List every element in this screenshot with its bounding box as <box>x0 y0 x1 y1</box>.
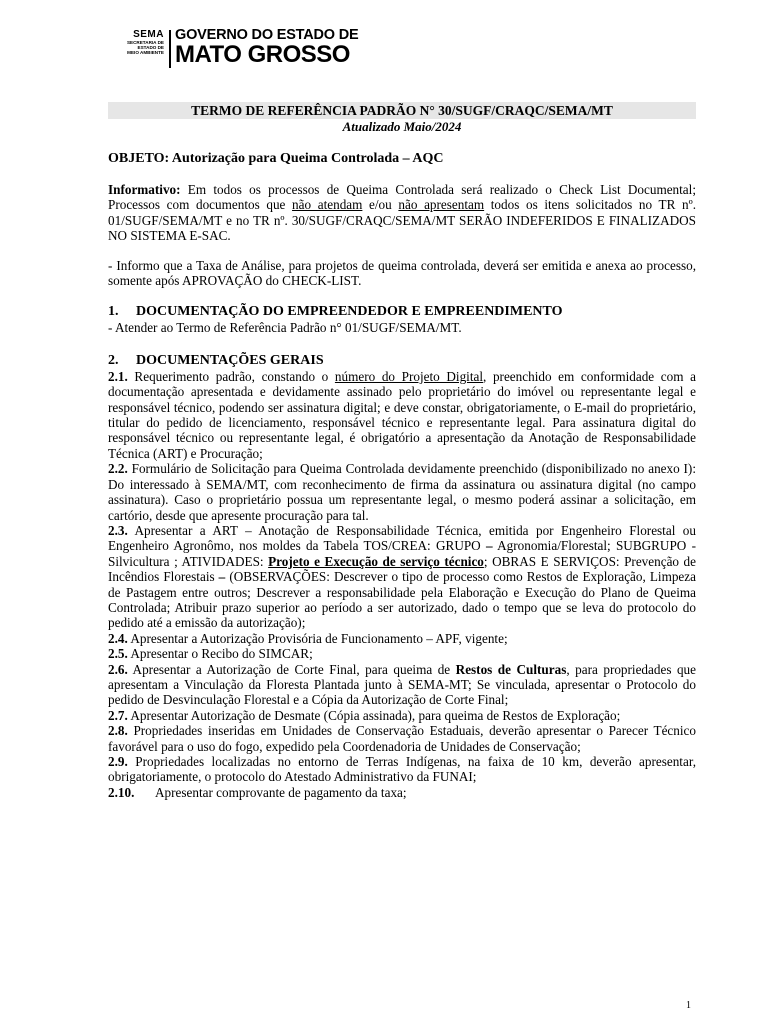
government-logo <box>175 28 358 67</box>
item-text: , para propriedades que apresentam a Vinculação da Floresta Plantada junto à SEMA-MT; Se vinculada, apresentar o Protocolo do pedido de Desvinculação Florestal e a Cópia da Autorização de Corte Final; <box>108 661 697 708</box>
item-text: Apresentar a Autorização Provisória de Funcionamento – APF, vigente; <box>127 630 508 646</box>
item-2-8 <box>108 723 696 754</box>
section-2-heading <box>108 353 696 369</box>
section-1-heading <box>108 304 696 320</box>
item-bold-underline: Projeto e Execução de serviço técnico <box>268 553 484 569</box>
item-bold: Restos de Culturas <box>455 661 567 677</box>
item-text: ; OBRAS E SERVIÇOS: Prevenção de Incêndios Florestais <box>108 553 697 585</box>
gov-line-1: GOVERNO DO ESTADO DE <box>175 27 359 43</box>
section-1-number: 1. <box>108 304 119 320</box>
item-number: 2.8. <box>108 723 128 739</box>
item-text: , preenchido em conformidade com a documentação apresentada e devidamente assinado pelo proprietário do imóvel ou representante legal e responsável técnico, podendo ser assinatura digital; e deve constar, obrigatoriamente, o E-mail do proprietário, titular do pedido de licenciamento, responsável técnico e representante legal. Para assinatura digital do responsável técnico ou representante legal, é obrigatório a apresentação da Anotação de Responsabilidade Técnica (ART) e Procuração; <box>108 368 696 461</box>
item-2-7 <box>108 708 696 723</box>
item-text: (OBSERVAÇÕES: Descrever o tipo de processo como Restos de Exploração, Limpeza de Pastagem entre outros; Descrever a responsabilidade pela Elaboração e Execução do Plano de Queima Controlada; Atribuir prazo superior ao período a ser autorizado, dado o tempo que se leva do protocolo do pedido até a emissão da autorização); <box>108 569 696 631</box>
page-number: 1 <box>686 1000 691 1011</box>
sema-title: SEMA <box>133 29 164 40</box>
informativo-label: Informativo: <box>108 182 181 197</box>
sema-subtitle-3: MEIO AMBIENTE <box>127 50 164 56</box>
item-text: Apresentar a ART – Anotação de Responsabilidade Técnica, emitida por Engenheiro Florestal ou Engenheiro Agronômo, nos moldes da Tabela TOS/CREA: GRUPO <box>108 522 696 554</box>
logo-divider <box>169 30 171 68</box>
item-text: Propriedades localizadas no entorno de Terras Indígenas, na faixa de 10 km, deverão apresentar, obrigatoriamente, o protocolo do Atestado Administrativo da FUNAI; <box>108 754 696 785</box>
item-2-5 <box>108 646 696 661</box>
item-number: 2.9. <box>108 754 128 769</box>
informativo-underline-1: não atendam <box>292 197 363 213</box>
section-1-text: - Atender ao Termo de Referência Padrão n° 01/SUGF/SEMA/MT. <box>108 320 462 336</box>
item-text: Apresentar o Recibo do SIMCAR; <box>127 646 313 662</box>
header <box>112 28 372 70</box>
item-bold-dash: – <box>218 569 226 585</box>
item-bold-dash: – <box>485 538 493 554</box>
item-number: 2.10. <box>108 784 135 800</box>
item-text: Apresentar comprovante de pagamento da taxa; <box>155 784 407 800</box>
informativo-text-1: Em todos os processos de Queima Controlada será realizado o Check List Documental; Processos com documentos que <box>108 182 696 213</box>
item-2-10 <box>108 785 696 800</box>
informativo-text-2: e/ou <box>362 197 399 213</box>
item-underline: número do Projeto Digital <box>334 368 484 384</box>
informativo-paragraph <box>108 182 696 244</box>
item-number: 2.5. <box>108 646 128 662</box>
section-1-title: DOCUMENTAÇÃO DO EMPREENDEDOR E EMPREENDIMENTO <box>136 304 563 320</box>
item-text: Apresentar Autorização de Desmate (Cópia assinada), para queima de Restos de Exploração; <box>127 707 621 723</box>
informativo-underline-2: não apresentam <box>398 197 485 213</box>
document-body <box>108 102 696 800</box>
item-2-4 <box>108 631 696 646</box>
item-2-2 <box>108 461 696 523</box>
item-2-9 <box>108 754 696 785</box>
sema-subtitle-1: SECRETARIA DE <box>126 40 164 45</box>
sema-logo <box>112 30 164 56</box>
item-number: 2.2. <box>108 461 128 477</box>
informativo-text-3: todos os itens solicitados no TR nº. 01/SUGF/SEMA/MT e no TR nº. 30/SUGF/CRAQC/SEMA/MT SERÃO INDEFERIDOS E FINALIZADOS NO SISTEMA E-SAC. <box>108 197 696 244</box>
taxa-note: - Informo que a Taxa de Análise, para projetos de queima controlada, deverá ser emitida e anexa ao processo, somente após APROVAÇÃO do CHECK-LIST. <box>108 257 696 289</box>
gov-line-2: MATO GROSSO <box>175 41 350 68</box>
item-text: Apresentar a Autorização de Corte Final, para queima de <box>127 661 456 677</box>
item-2-6 <box>108 662 696 708</box>
document-title: TERMO DE REFERÊNCIA PADRÃO N° 30/SUGF/CRAQC/SEMA/MT <box>108 102 696 119</box>
item-number: 2.7. <box>108 707 128 723</box>
item-text: Propriedades inseridas em Unidades de Conservação Estaduais, deverão apresentar o Parecer Técnico favorável para o uso do fogo, expedido pela Coordenadoria de Unidades de Conservação; <box>108 723 696 754</box>
item-number: 2.4. <box>108 630 128 646</box>
sema-subtitle-2: ESTADO DE <box>137 45 164 51</box>
document-subtitle: Atualizado Maio/2024 <box>342 119 462 134</box>
item-number: 2.6. <box>108 661 128 677</box>
item-number: 2.3. <box>108 522 128 538</box>
item-text: Requerimento padrão, constando o <box>127 368 335 384</box>
item-2-1 <box>108 369 696 461</box>
item-text: Formulário de Solicitação para Queima Controlada devidamente preenchido (disponibilizado no anexo I): Do interessado à SEMA/MT, com reconhecimento de firma da assinatura ou assinatura digital (no campo assinatura). Caso o proprietário possua um representante legal, o mesmo poderá assinar a solicitação, em cartório, desde que apresente procuração para tal. <box>108 461 696 523</box>
objeto-heading: OBJETO: Autorização para Queima Controlada – AQC <box>108 151 444 166</box>
item-2-3 <box>108 523 696 631</box>
section-2-number: 2. <box>108 352 119 368</box>
item-number: 2.1. <box>108 368 128 384</box>
item-text: Agronomia/Florestal; SUBGRUPO - Silvicultura ; ATIVIDADES: <box>108 538 696 569</box>
section-2-title: DOCUMENTAÇÕES GERAIS <box>136 352 324 368</box>
